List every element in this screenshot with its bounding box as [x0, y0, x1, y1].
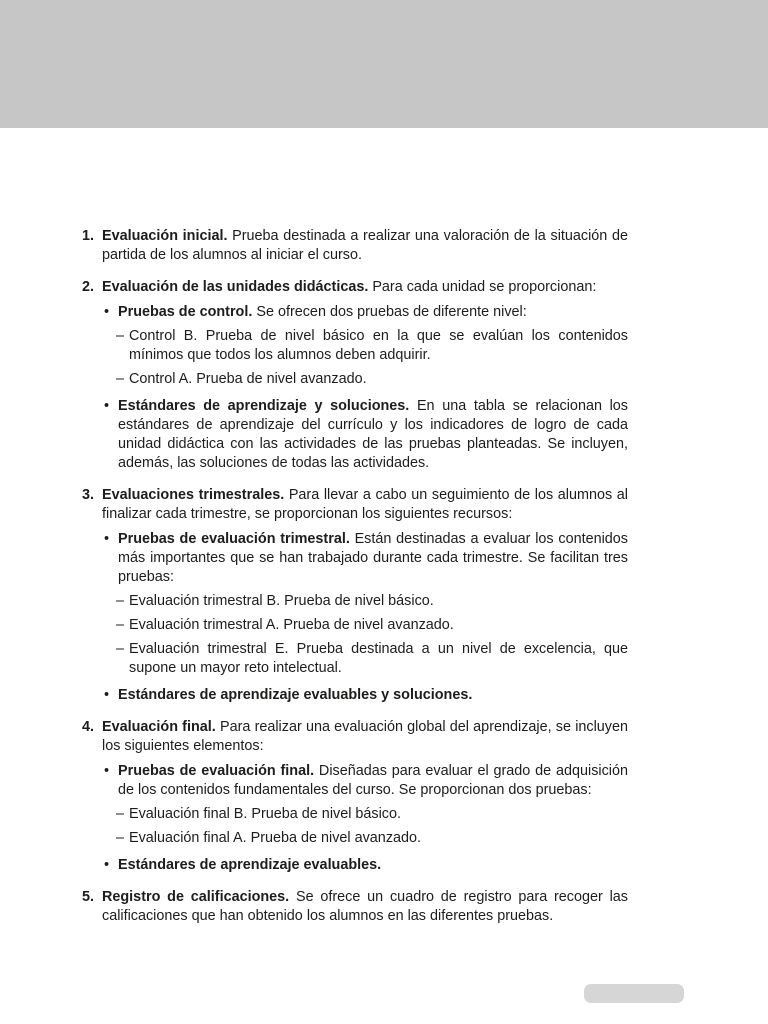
- dash-item: [118, 829, 628, 848]
- bullet-icon: •: [104, 763, 110, 779]
- list-item: [82, 718, 628, 875]
- sub-item-title: Estándares de aprendizaje y soluciones.: [118, 398, 410, 414]
- item-text: Para cada unidad se proporcionan:: [368, 279, 597, 295]
- dash-item: [118, 616, 628, 635]
- item-title: Evaluación de las unidades didácticas.: [102, 279, 369, 295]
- dash-item-label: Control A.: [129, 371, 193, 387]
- dash-item-label: Evaluación trimestral E.: [129, 641, 289, 657]
- sub-item-text: Se ofrecen dos pruebas de diferente nivel:: [252, 304, 527, 320]
- list-item: [82, 888, 628, 926]
- dash-item: [118, 592, 628, 611]
- item-title: Registro de calificaciones.: [102, 889, 290, 905]
- item-title: Evaluaciones trimestrales.: [102, 487, 285, 503]
- dash-item-label: Evaluación trimestral A.: [129, 617, 280, 633]
- dash-item-text: Prueba destinada a un nivel de excelencia, que supone un mayor reto intelectual.: [129, 641, 628, 676]
- dash-item-text: Prueba de nivel básico.: [247, 806, 402, 822]
- sub-item: [102, 397, 628, 473]
- list-item: [82, 486, 628, 705]
- dash-icon: –: [116, 617, 125, 633]
- item-number: 4.: [82, 719, 95, 735]
- dash-item-label: Evaluación trimestral B.: [129, 593, 281, 609]
- sub-item: [102, 856, 628, 875]
- sub-item: [102, 530, 628, 678]
- sub-item-title: Estándares de aprendizaje evaluables y soluciones.: [118, 687, 473, 703]
- sub-item-text: Diseñadas para evaluar el grado de adquisición de los contenidos fundamentales del curso. Se proporcionan dos pruebas:: [118, 763, 628, 798]
- item-text: Prueba destinada a realizar una valoración de la situación de partida de los alumnos al iniciar el curso.: [102, 228, 628, 263]
- dash-item: [118, 805, 628, 824]
- dash-icon: –: [116, 830, 125, 846]
- sub-item-title: Pruebas de evaluación trimestral.: [118, 531, 350, 547]
- dash-item-label: Evaluación final A.: [129, 830, 247, 846]
- bullet-icon: •: [104, 531, 110, 547]
- dash-item-label: Evaluación final B.: [129, 806, 248, 822]
- item-title: Evaluación inicial.: [102, 228, 228, 244]
- page-number-tab: [584, 984, 684, 1003]
- item-number: 2.: [82, 279, 95, 295]
- item-number: 3.: [82, 487, 95, 503]
- list-item: [82, 278, 628, 473]
- item-text: Para realizar una evaluación global del aprendizaje, se incluyen los siguientes elementos:: [102, 719, 628, 754]
- dash-item-text: Prueba de nivel básico.: [280, 593, 434, 609]
- sub-item: [102, 686, 628, 705]
- list-item: [82, 227, 628, 265]
- dash-item: [118, 640, 628, 678]
- dash-icon: –: [116, 593, 125, 609]
- dash-item-text: Prueba de nivel avanzado.: [192, 371, 367, 387]
- header-band: [0, 0, 768, 128]
- sub-item-text: En una tabla se relacionan los estándares de aprendizaje del currículo y los indicadores de logro de cada unidad didáctica con las actividades de las pruebas planteadas. Se incluyen, además, las soluciones de todas las actividades.: [118, 398, 628, 471]
- bullet-icon: •: [104, 687, 110, 703]
- sub-item-title: Estándares de aprendizaje evaluables.: [118, 857, 382, 873]
- document-body: [82, 227, 628, 939]
- item-number: 5.: [82, 889, 95, 905]
- dash-icon: –: [116, 641, 125, 657]
- dash-item: [118, 327, 628, 365]
- sub-item: [102, 303, 628, 389]
- bullet-icon: •: [104, 398, 110, 414]
- dash-item-text: Prueba de nivel avanzado.: [279, 617, 454, 633]
- sub-item-title: Pruebas de control.: [118, 304, 253, 320]
- sub-item-text: Están destinadas a evaluar los contenidos más importantes que se han trabajado durante cada trimestre. Se facilitan tres pruebas:: [118, 531, 628, 585]
- dash-item: [118, 370, 628, 389]
- item-text: Para llevar a cabo un seguimiento de los alumnos al finalizar cada trimestre, se proporcionan los siguientes recursos:: [102, 487, 629, 522]
- item-text: Se ofrece un cuadro de registro para recoger las calificaciones que han obtenido los alumnos en las diferentes pruebas.: [102, 889, 628, 924]
- bullet-icon: •: [104, 857, 110, 873]
- bullet-icon: •: [104, 304, 110, 320]
- sub-item-title: Pruebas de evaluación final.: [118, 763, 315, 779]
- dash-icon: –: [116, 328, 125, 344]
- item-title: Evaluación final.: [102, 719, 216, 735]
- sub-item: [102, 762, 628, 848]
- dash-item-label: Control B.: [129, 328, 198, 344]
- dash-icon: –: [116, 806, 125, 822]
- dash-item-text: Prueba de nivel básico en la que se evalúan los contenidos mínimos que todos los alumnos deben adquirir.: [129, 328, 628, 363]
- item-number: 1.: [82, 228, 95, 244]
- dash-icon: –: [116, 371, 125, 387]
- dash-item-text: Prueba de nivel avanzado.: [246, 830, 422, 846]
